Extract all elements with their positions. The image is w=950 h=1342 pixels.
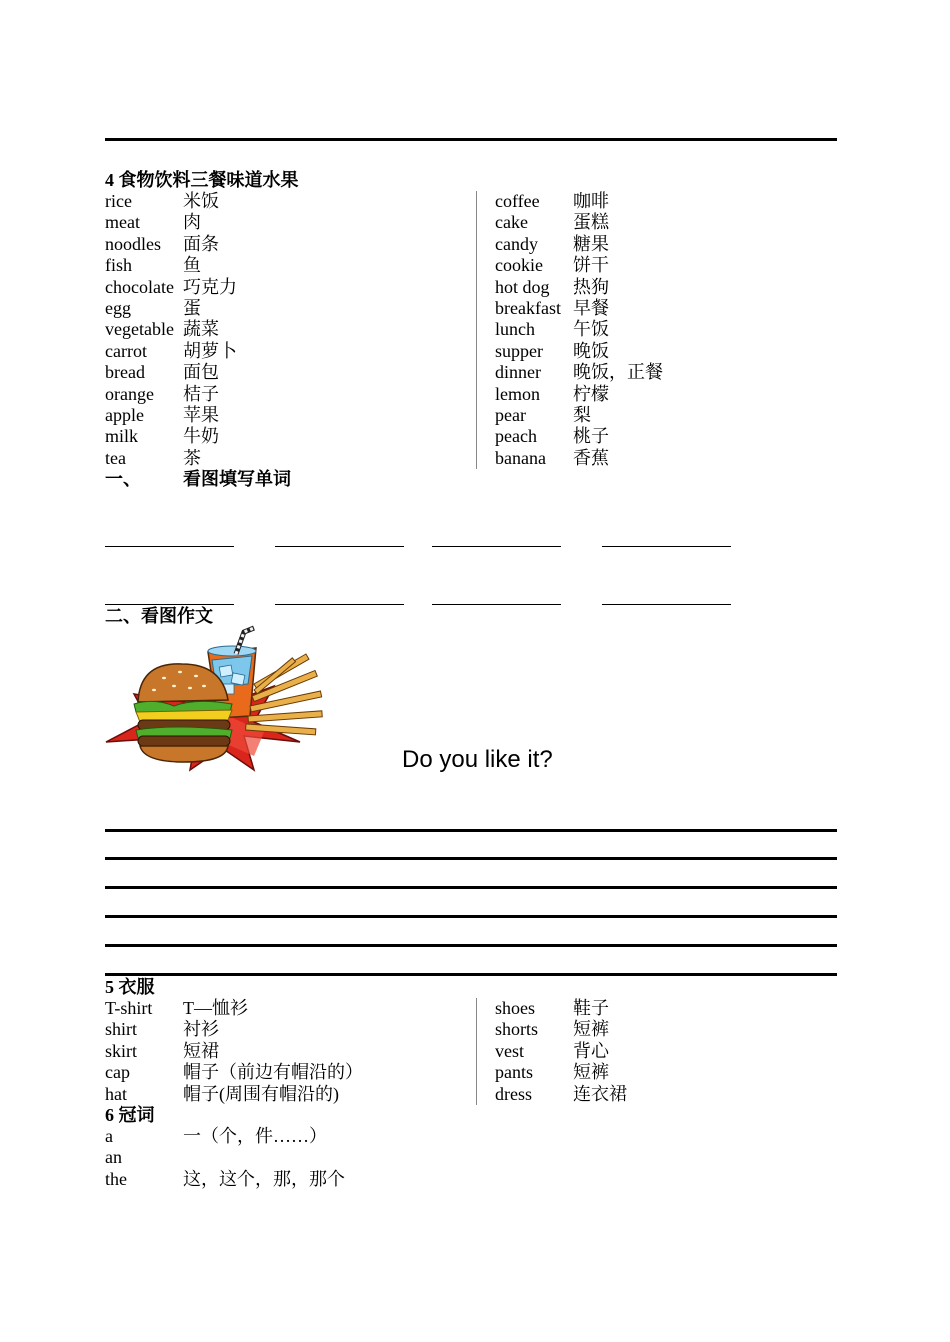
vocab-zh: 晚饭: [573, 340, 609, 361]
writing-line[interactable]: [105, 973, 837, 976]
vocab-zh: 鞋子: [573, 998, 609, 1018]
vocab-en: lunch: [495, 319, 535, 340]
answer-blank[interactable]: [432, 604, 561, 605]
exercise1-number: 一、: [105, 469, 141, 489]
vocab-zh: 苹果: [183, 404, 219, 425]
vocab-row: [495, 384, 795, 405]
vocab-en: fish: [105, 255, 132, 276]
vocab-en: shorts: [495, 1019, 539, 1040]
vocab-en: vegetable: [105, 319, 174, 340]
writing-line[interactable]: [105, 944, 837, 947]
vocab-zh: 热狗: [573, 276, 609, 297]
writing-line[interactable]: [105, 829, 837, 832]
vocab-en: apple: [105, 404, 144, 425]
vocab-en: hat: [105, 1083, 127, 1104]
vocab-zh: 梨: [573, 404, 591, 425]
vocab-zh: 柠檬: [573, 383, 609, 404]
section5-left-list: [105, 998, 435, 1105]
vocab-zh: 胡萝卜: [183, 340, 237, 361]
vocab-row: [105, 1084, 435, 1105]
vocab-zh: 糖果: [573, 233, 609, 254]
vocab-row: [495, 277, 795, 298]
vocab-row: [105, 277, 405, 298]
section4-left-list: [105, 191, 405, 469]
vocab-en: shoes: [495, 998, 535, 1018]
vocab-en: lemon: [495, 383, 540, 404]
vocab-zh: 短裤: [573, 1062, 609, 1083]
vocab-en: skirt: [105, 1040, 138, 1061]
vocab-zh: 这，这个，那，那个: [183, 1168, 345, 1189]
vocab-en: noodles: [105, 233, 161, 254]
top-rule: [105, 138, 837, 141]
vocab-row: [105, 384, 405, 405]
vocab-en: coffee: [495, 191, 540, 211]
vocab-en: dress: [495, 1083, 532, 1104]
vocab-en: rice: [105, 191, 132, 211]
vocab-en: pants: [495, 1062, 533, 1083]
vocab-zh: 早餐: [573, 297, 609, 318]
vocab-zh: T—恤衫: [183, 998, 248, 1018]
vocab-row: [105, 341, 405, 362]
vocab-en: milk: [105, 426, 139, 447]
vocab-zh: 蛋糕: [573, 212, 609, 233]
vocab-row: [495, 1041, 795, 1062]
vocab-en: pear: [495, 404, 526, 425]
vocab-row: [105, 426, 405, 447]
section6-list: [105, 1126, 435, 1190]
vocab-row: [105, 191, 405, 212]
vocab-zh: 肉: [183, 212, 201, 233]
answer-blank[interactable]: [275, 546, 404, 547]
answer-blank[interactable]: [432, 546, 561, 547]
vocab-row: [105, 1019, 435, 1040]
vocab-en: vest: [495, 1040, 524, 1061]
vocab-en: bread: [105, 362, 145, 383]
column-divider: [476, 998, 477, 1105]
vocab-en: hot dog: [495, 276, 550, 297]
vocab-zh: 桔子: [183, 383, 219, 404]
section5-title: 5 衣服: [105, 977, 155, 997]
vocab-en: orange: [105, 383, 154, 404]
vocab-row: [495, 405, 795, 426]
vocab-row: [495, 255, 795, 276]
vocab-zh: 连衣裙: [573, 1083, 627, 1104]
vocab-row: [495, 212, 795, 233]
answer-blank[interactable]: [105, 604, 234, 605]
exercise2-title: 二、看图作文: [105, 606, 213, 626]
answer-blank[interactable]: [602, 546, 731, 547]
vocab-zh: 蛋: [183, 297, 201, 318]
vocab-zh: 饼干: [573, 255, 609, 276]
vocab-zh: 衬衫: [183, 1019, 219, 1040]
vocab-en: cookie: [495, 255, 543, 276]
vocab-zh: 鱼: [183, 255, 201, 276]
vocab-zh: 帽子(周围有帽沿的): [183, 1083, 339, 1104]
section6-title: 6 冠词: [105, 1105, 155, 1125]
vocab-en: an: [105, 1147, 122, 1168]
vocab-en: carrot: [105, 340, 147, 361]
vocab-en: chocolate: [105, 276, 174, 297]
vocab-row: [105, 448, 405, 469]
vocab-row: [105, 298, 405, 319]
vocab-en: dinner: [495, 362, 541, 383]
vocab-zh: 牛奶: [183, 426, 219, 447]
vocab-row: [495, 998, 795, 1019]
vocab-zh: 帽子（前边有帽沿的）: [183, 1062, 363, 1083]
answer-blank[interactable]: [105, 546, 234, 547]
vocab-row: [105, 405, 405, 426]
vocab-zh: 桃子: [573, 426, 609, 447]
vocab-row: [495, 341, 795, 362]
vocab-zh: 咖啡: [573, 191, 609, 211]
vocab-zh: 香蕉: [573, 447, 609, 468]
vocab-row: [495, 191, 795, 212]
vocab-row: [105, 1062, 435, 1083]
vocab-row: [105, 234, 405, 255]
vocab-en: tea: [105, 447, 126, 468]
section5-right-list: [495, 998, 795, 1105]
writing-line[interactable]: [105, 915, 837, 918]
vocab-row: [105, 212, 405, 233]
vocab-zh: 米饭: [183, 191, 219, 211]
vocab-row: [495, 362, 795, 383]
section4-right-list: [495, 191, 795, 469]
vocab-en: T-shirt: [105, 998, 153, 1018]
vocab-en: a: [105, 1126, 113, 1146]
vocab-zh: 面包: [183, 362, 219, 383]
vocab-zh: 巧克力: [183, 276, 237, 297]
vocab-row: [495, 298, 795, 319]
vocab-zh: 茶: [183, 447, 201, 468]
vocab-row: [495, 448, 795, 469]
vocab-en: breakfast: [495, 297, 561, 318]
writing-line[interactable]: [105, 857, 837, 860]
vocab-row: [495, 319, 795, 340]
vocab-en: supper: [495, 340, 543, 361]
vocab-zh: 面条: [183, 233, 219, 254]
answer-blank[interactable]: [275, 604, 404, 605]
vocab-row: [495, 234, 795, 255]
vocab-row: [105, 255, 405, 276]
vocab-en: the: [105, 1168, 127, 1189]
vocab-row: [495, 1084, 795, 1105]
column-divider: [476, 191, 477, 469]
vocab-en: candy: [495, 233, 538, 254]
vocab-row: [105, 1169, 435, 1190]
vocab-row: [105, 1041, 435, 1062]
vocab-row: [105, 1147, 435, 1168]
vocab-row: [105, 998, 435, 1019]
answer-blank[interactable]: [602, 604, 731, 605]
vocab-row: [495, 426, 795, 447]
vocab-row: [105, 1126, 435, 1147]
vocab-zh: 午饭: [573, 319, 609, 340]
exercise1-title: 看图填写单词: [183, 469, 291, 489]
essay-question: Do you like it?: [402, 746, 553, 773]
fast-food-illustration: [104, 624, 328, 772]
vocab-row: [495, 1062, 795, 1083]
vocab-row: [495, 1019, 795, 1040]
vocab-zh: 短裙: [183, 1040, 219, 1061]
vocab-en: egg: [105, 297, 131, 318]
vocab-zh: 一（个，件……）: [183, 1126, 327, 1146]
vocab-en: banana: [495, 447, 546, 468]
vocab-en: meat: [105, 212, 140, 233]
vocab-zh: 晚饭，正餐: [573, 362, 663, 383]
writing-line[interactable]: [105, 886, 837, 889]
vocab-en: peach: [495, 426, 537, 447]
section4-title: 4 食物饮料三餐味道水果: [105, 170, 299, 190]
vocab-row: [105, 319, 405, 340]
vocab-en: cake: [495, 212, 528, 233]
vocab-row: [105, 362, 405, 383]
vocab-en: cap: [105, 1062, 130, 1083]
vocab-en: shirt: [105, 1019, 138, 1040]
vocab-zh: 蔬菜: [183, 319, 219, 340]
vocab-zh: 背心: [573, 1040, 609, 1061]
vocab-zh: 短裤: [573, 1019, 609, 1040]
